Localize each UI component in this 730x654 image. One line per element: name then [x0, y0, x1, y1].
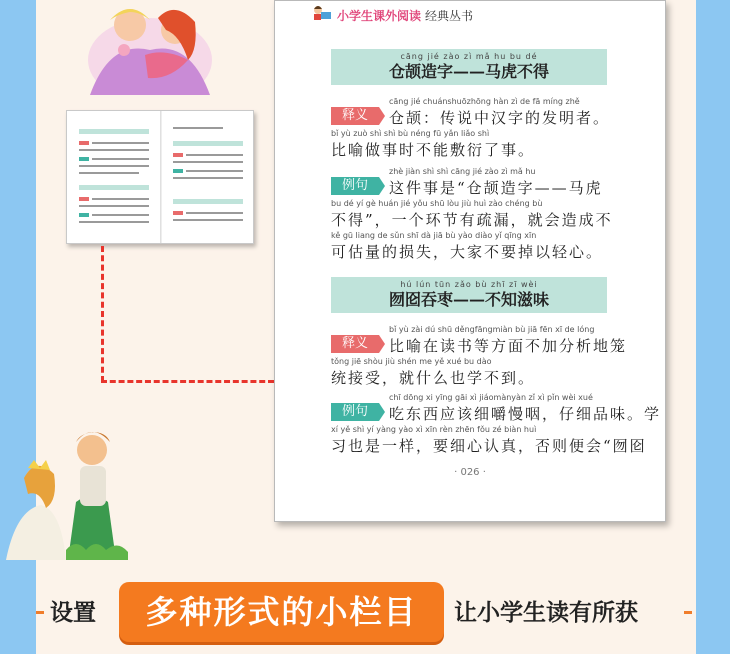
line-text: 不得”，一个环节有疏漏，就会造成不: [331, 211, 613, 229]
thumbnail-line: [186, 170, 243, 172]
idiom-title: 仓颉造字——马虎不得: [388, 62, 549, 81]
entry-line: [331, 167, 621, 199]
thumbnail-line: [92, 198, 149, 200]
caption-right: 让小学生读有所获: [454, 600, 638, 626]
entry-line: [331, 199, 621, 231]
series-header: [311, 5, 473, 25]
line-pinyin: xí yě shì yí yàng yào xì xīn rèn zhēn fǒu zé biàn huì: [331, 425, 537, 434]
entry-line: [331, 129, 621, 161]
caption-left: 设置: [50, 600, 96, 626]
idiom-pinyin: hú lún tūn zǎo bù zhī zī wèi: [400, 280, 538, 289]
thumbnail-title-bar: [173, 141, 243, 146]
characters-illustration: [6, 410, 146, 560]
line-text: 仓颉：传说中汉字的发明者。: [389, 109, 611, 127]
thumbnail-line: [79, 172, 139, 174]
book-thumbnail: [66, 110, 254, 244]
series-name: 经典丛书: [425, 8, 474, 23]
entry-line: [331, 357, 621, 389]
line-text: 比喻做事时不能敷衍了事。: [331, 141, 536, 159]
example-tag: 例句: [331, 403, 379, 421]
line-pinyin: bǐ yù zài dú shū děngfāngmiàn bù jiā fēn xī de lóng: [389, 325, 595, 334]
thumbnail-line: [79, 221, 149, 223]
example-tag: 例句: [331, 177, 379, 195]
line-pinyin: tǒng jiē shòu jiù shén me yě xué bu dào: [331, 357, 492, 366]
line-text: 吃东西应该细嚼慢咽，仔细品味。学: [389, 405, 662, 423]
definition-entry: [331, 325, 628, 389]
example-entry: [331, 167, 621, 263]
line-text: 比喻在读书等方面不加分析地笼: [389, 337, 628, 355]
thumbnail-title-bar: [173, 199, 243, 204]
connector-dash-horizontal: [101, 380, 274, 383]
thumbnail-line: [186, 212, 243, 214]
thumbnail-line: [92, 214, 149, 216]
thumbnail-title-bar: [79, 129, 149, 134]
caption-dash-right: [684, 611, 692, 614]
thumbnail-line: [186, 154, 243, 156]
line-pinyin: cāng jié chuánshuōzhōng hàn zì de fā míng zhě: [389, 97, 580, 106]
thumbnail-tag: [173, 169, 183, 173]
idiom-title-bar: [331, 49, 607, 85]
definition-tag: 释义: [331, 335, 379, 353]
entry-line: [331, 97, 621, 129]
thumbnail-line: [79, 149, 149, 151]
book-page: [274, 0, 666, 522]
caption-highlight: 多种形式的小栏目: [119, 582, 444, 642]
example-entry: [331, 393, 662, 457]
line-pinyin: bǐ yù zuò shì shì bù néng fū yǎn liǎo shì: [331, 129, 490, 138]
idiom-pinyin: cāng jié zào zì mǎ hu bu dé: [400, 52, 538, 61]
entry-line: [331, 425, 647, 457]
line-text: 统接受，就什么也学不到。: [331, 369, 536, 387]
thumbnail-line: [92, 142, 149, 144]
princess-illustration: [70, 0, 230, 95]
definition-tag: 释义: [331, 107, 379, 125]
entry-line: [331, 393, 662, 425]
thumbnail-tag: [79, 213, 89, 217]
connector-dash-vertical: [101, 246, 104, 382]
thumbnail-line: [173, 127, 223, 129]
entry-line: [331, 231, 621, 263]
page-number: · 026 ·: [454, 467, 486, 478]
line-pinyin: bu dé yí gè huán jié yǒu shū lòu jiù huì zào chéng bù: [331, 199, 543, 208]
thumbnail-line: [173, 161, 243, 163]
thumbnail-line: [79, 165, 149, 167]
definition-entry: [331, 97, 621, 161]
thumbnail-tag: [79, 197, 89, 201]
thumbnail-tag: [79, 157, 89, 161]
line-text: 可估量的损失，大家不要掉以轻心。: [331, 243, 604, 261]
line-pinyin: zhè jiàn shì shì cāng jié zào zì mǎ hu: [389, 167, 536, 176]
line-text: 这件事是“仓颉造字——马虎: [389, 179, 603, 197]
thumbnail-line: [173, 219, 243, 221]
idiom-title: 囫囵吞枣——不知滋味: [388, 290, 549, 309]
line-pinyin: chī dōng xi yīng gāi xì jiáomànyàn zǐ xì pǐn wèi xué: [389, 393, 593, 402]
thumbnail-spine: [160, 111, 162, 243]
feature-caption: [36, 580, 696, 646]
caption-dash-left: [36, 611, 44, 614]
entry-line: [331, 325, 628, 357]
thumbnail-title-bar: [79, 185, 149, 190]
series-brand: 小学生课外阅读: [337, 8, 422, 23]
idiom-title-bar: [331, 277, 607, 313]
thumbnail-tag: [173, 153, 183, 157]
thumbnail-line: [92, 158, 149, 160]
boy-reading-icon: [311, 4, 333, 26]
line-pinyin: kě gū liang de sǔn shī dà jiā bù yào diào yǐ qīng xīn: [331, 231, 537, 240]
thumbnail-tag: [79, 141, 89, 145]
thumbnail-line: [79, 205, 149, 207]
thumbnail-line: [173, 177, 243, 179]
thumbnail-tag: [173, 211, 183, 215]
line-text: 习也是一样，要细心认真，否则便会“囫囵: [331, 437, 647, 455]
